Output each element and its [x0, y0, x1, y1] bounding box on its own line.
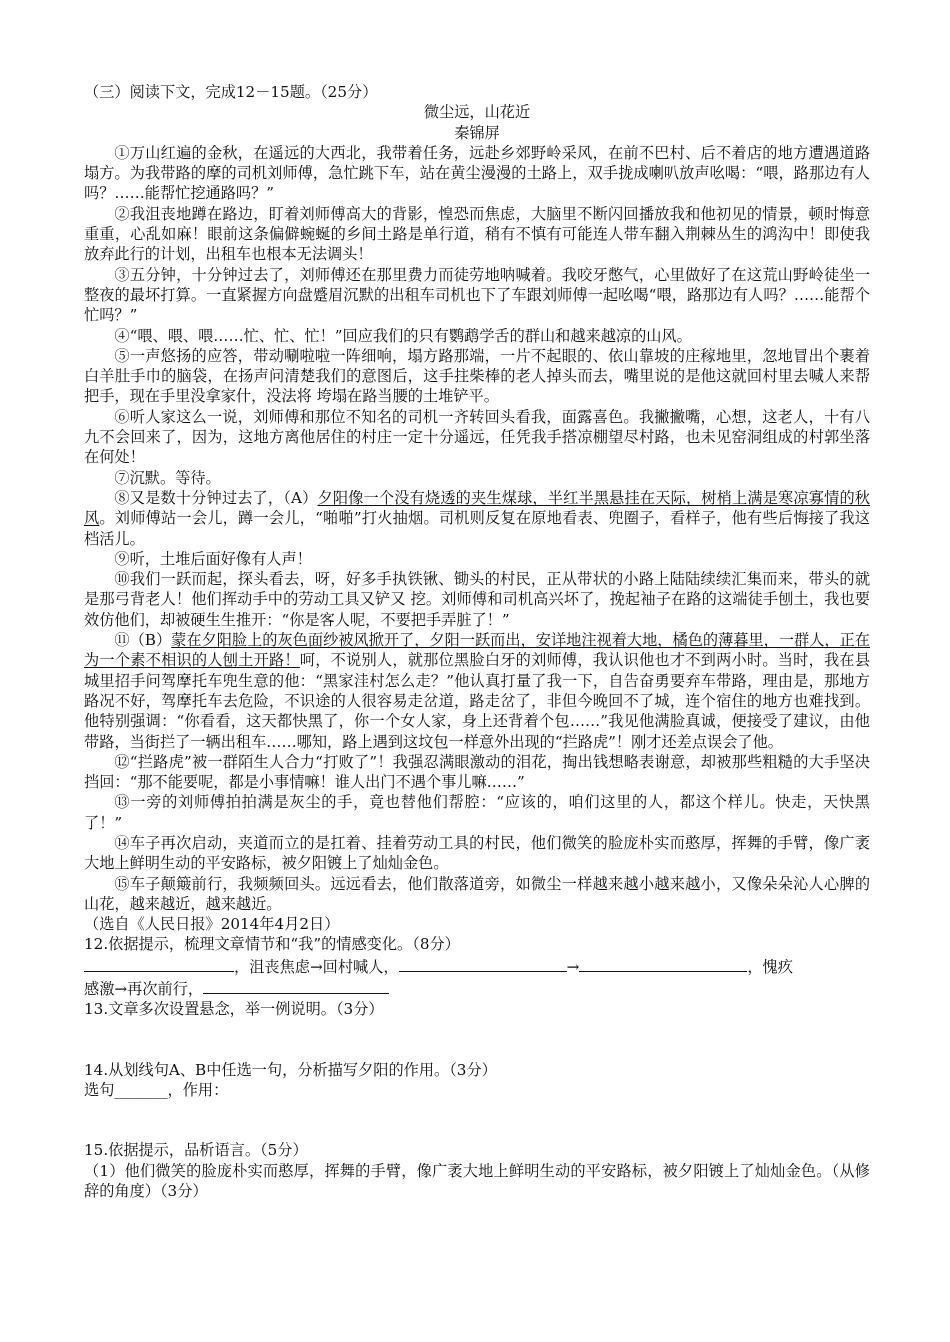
answer-blank-4[interactable] — [203, 977, 389, 994]
answer-blank-1[interactable] — [84, 955, 234, 972]
answer-space-14[interactable] — [84, 1100, 870, 1140]
article-title: 微尘远，山花近 — [423, 103, 531, 122]
question-14-title: 14.从划线句A、B中任选一句，分析描写夕阳的作用。（3分） — [84, 1060, 497, 1079]
answer-blank-3[interactable] — [579, 955, 747, 972]
question-12-arrow: → — [566, 957, 580, 976]
paragraph-3: ③五分钟，十分钟过去了，刘师傅还在那里费力而徒劳地呐喊着。我咬牙憋气，心里做好了在这荒山野岭徒坐一整夜的最坏打算。一直紧握方向盘蹙眉沉默的出租车司机也下了车跟刘师傅一起吆喝“喂，路那边有人吗？……能帮个忙吗？” — [84, 265, 870, 325]
question-12-answer-line-1 — [84, 955, 870, 977]
question-12-title: 12.依据提示，梳理文章情节和“我”的情感变化。（8分） — [84, 935, 460, 954]
paragraph-1: ①万山红遍的金秋，在遥远的大西北，我带着任务，远赴乡郊野岭采风，在前不巴村、后不着店的地方遭遇道路塌方。为我带路的摩的司机刘师傅，急忙跳下车，站在黄尘漫漫的土路上，双手拢成喇叭放声吆喝：“喂，路那边有人吗？……能帮忙挖通路吗？” — [84, 143, 870, 203]
paragraph-5: ⑤一声悠扬的应答，带动唰啦啦一阵细响，塌方路那端，一片不起眼的、依山靠坡的庄稼地里，忽地冒出个裹着白羊肚手巾的脑袋，在扬声问清楚我们的意图后，这手拄柴棒的老人掉头而去，嘴里说的是他这就回村里去喊人来帮把手，现在手里没拿家什，没法将 垮塌在路当腰的土堆铲平。 — [84, 346, 870, 406]
paragraph-7: ⑦沉默。等待。 — [114, 468, 221, 487]
paragraph-9: ⑨听，土堆后面好像有人声！ — [114, 549, 312, 568]
question-15-title: 15.依据提示，品析语言。（5分） — [84, 1141, 308, 1160]
question-12-answer-line-2 — [84, 977, 870, 999]
underlined-sentence-b: 蒙在夕阳脸上的灰色面纱被风掀开了，夕阳一跃而出，安详地注视着大地，橘色的薄暮里，一群人，正在为一个素不相识的人刨土开路！ — [84, 631, 870, 670]
paragraph-2: ②我沮丧地蹲在路边，盯着刘师傅高大的背影，惶恐而焦虑，大脑里不断闪回播放我和他初见的情景，顿时悔意重重，心乱如麻！眼前这条偏僻蜿蜒的乡间土路是单行道，稍有不慎有可能连人带车翻入荆棘丛生的鸿沟中！即使我放弃此行的计划，出租车也根本无法调头！ — [84, 204, 870, 264]
article-source: （选自《人民日报》2014年4月2日） — [84, 915, 340, 934]
question-13-title: 13.文章多次设置悬念，举一例说明。（3分） — [84, 1000, 384, 1019]
paragraph-14: ⑭车子再次启动，夹道而立的是扛着、挂着劳动工具的村民，他们微笑的脸庞朴实而憨厚，挥舞的手臂，像广袤大地上鲜明生动的平安路标，被夕阳镀上了灿灿金色。 — [84, 833, 870, 873]
paragraph-6: ⑥听人家这么一说，刘师傅和那位不知名的司机一齐转回头看我，面露喜色。我撇撇嘴，心想，这老人，十有八九不会回来了，因为，这地方离他居住的村庄一定十分遥远，任凭我手搭凉棚望尽村路，也未见窑洞组成的村郭坐落在何处！ — [84, 407, 870, 467]
question-15-part-1: （1）他们微笑的脸庞朴实而憨厚，挥舞的手臂，像广袤大地上鲜明生动的平安路标，被夕阳镀上了灿灿金色。（从修辞的角度）（3分） — [84, 1161, 870, 1200]
paragraph-11-suffix: 呵，不说别人，就那位黑脸白牙的刘师傅，我认识他也才不到两小时。当时，我在县城里招手问驾摩托车兜生意的他：“黑家洼村怎么走？”他认真打量了我一下，自告奋勇要弃车带路，理由是，那地方路况不好，驾摩托车去危险，不识途的人很容易走岔道，路走岔了，非但今晚回不了城，连个宿住的地方也难找到。他特别强调：“你看看，这天都快黑了，你一个女人家，身上还背着个包……”我见他满脸真诚，便接受了建议，由他带路，当街拦了一辆出租车……哪知，路上遇到这坟包一样意外出现的“拦路虎”！刚才还差点误会了他。 — [84, 651, 871, 751]
paragraph-4: ④“喂、喂、喂……忙、忙、忙！”回应我们的只有鹦鹉学舌的群山和越来越凉的山风。 — [114, 326, 692, 345]
paragraph-8-suffix: 。刘师傅站一会儿，蹲一会儿，“啪啪”打火抽烟。司机则反复在原地看表、兜圈子，看样子，他有些后悔接了我这档活儿。 — [84, 509, 870, 548]
paragraph-15: ⑮车子颠簸前行，我频频回头。远远看去，他们散落道旁，如微尘一样越来越小越来越小，又像朵朵沁人心脾的山花，越来越近，越来越近。 — [84, 874, 870, 913]
question-14-blank[interactable]: _______ — [114, 1080, 168, 1099]
paragraph-11 — [84, 630, 870, 752]
question-12-text-c: 感激→再次前行， — [84, 980, 204, 999]
answer-blank-2[interactable] — [399, 955, 567, 972]
question-12-text-b: ，愧疚 — [747, 957, 793, 976]
question-14-label: 选句 — [84, 1080, 115, 1099]
question-14-answer-line — [84, 1080, 870, 1100]
paragraph-8 — [84, 488, 870, 549]
document-page — [84, 82, 870, 1201]
paragraph-10: ⑩我们一跃而起，探头看去，呀，好多手执铁锹、锄头的村民，正从带状的小路上陆陆续续汇集而来，带头的就是那弓背老人！他们挥动手中的劳动工具又铲又 挖。刘师傅和司机高兴坏了，挽起袖子在路的这端徒手刨土，我也要效仿他们，却被硬生生推开：“你是客人呢，不要把手弄脏了！” — [84, 570, 870, 629]
paragraph-12: ⑫“拦路虎”被一群陌生人合力“打败了”！我强忍满眼激动的泪花，掏出钱想略表谢意，却被那些粗糙的大手坚决挡回：“那不能要呢，都是小事情嘛！谁人出门不遇个事儿嘛……” — [84, 752, 870, 792]
paragraph-13: ⑬一旁的刘师傅拍拍满是灰尘的手，竟也替他们帮腔：“应该的，咱们这里的人，都这个样儿。快走，天快黑了！” — [84, 793, 870, 832]
question-12-text-a: ，沮丧焦虑→回村喊人， — [234, 957, 399, 976]
paragraph-8-prefix: ⑧又是数十分钟过去了，（A） — [114, 488, 318, 507]
paragraph-11-prefix: ⑪（B） — [114, 631, 172, 650]
answer-space-13[interactable] — [84, 1020, 870, 1060]
section-heading: （三）阅读下文，完成12－15题。（25分） — [84, 83, 378, 101]
article-author: 秦锦屏 — [454, 123, 500, 142]
underlined-sentence-a: 夕阳像一个没有烧透的夹生煤球，半红半黑悬挂在天际，树梢上满是寒凉寡情的秋风 — [84, 488, 870, 528]
question-14-effect-label: ，作用： — [167, 1080, 229, 1099]
